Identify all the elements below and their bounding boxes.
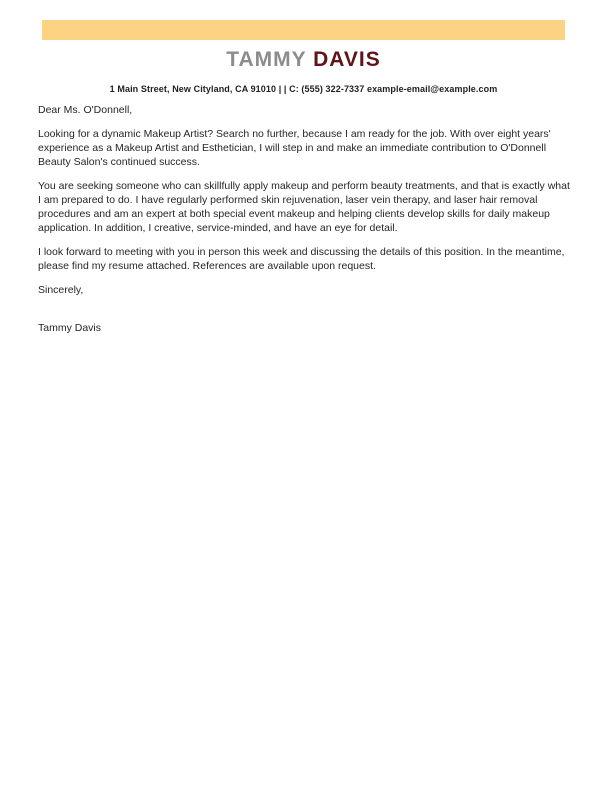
applicant-first-name: TAMMY <box>226 48 307 71</box>
salutation: Dear Ms. O'Donnell, <box>38 104 133 116</box>
letter-body <box>38 103 572 345</box>
body-paragraph: Looking for a dynamic Makeup Artist? Search no further, because I am ready for the job. With over eight years' experience as a Makeup Artist and Esthetician, I will step in and make an immediate contribution to O'Donnell Beauty Salon's continued success. <box>38 128 551 168</box>
signature-name: Tammy Davis <box>38 322 102 334</box>
closing: Sincerely, <box>38 284 84 296</box>
header-accent-bar <box>42 20 565 40</box>
body-paragraph: You are seeking someone who can skillfully apply makeup and perform beauty treatments, and that is exactly what I am prepared to do. I have regularly performed skin rejuvenation, laser vein therapy, and laser hair removal procedures and am an expert at both special event makeup and helping clients develop skills for daily makeup application. In addition, I creative, service-minded, and have an eye for detail. <box>38 180 570 234</box>
body-paragraph: I look forward to meeting with you in person this week and discussing the details of this position. In the meantime, please find my resume attached. References are available upon request. <box>38 246 565 272</box>
applicant-name <box>0 48 607 72</box>
applicant-last-name: DAVIS <box>313 48 381 71</box>
contact-info-line: 1 Main Street, New Cityland, CA 91010 | | C: (555) 322-7337 example-email@example.com <box>109 84 498 94</box>
